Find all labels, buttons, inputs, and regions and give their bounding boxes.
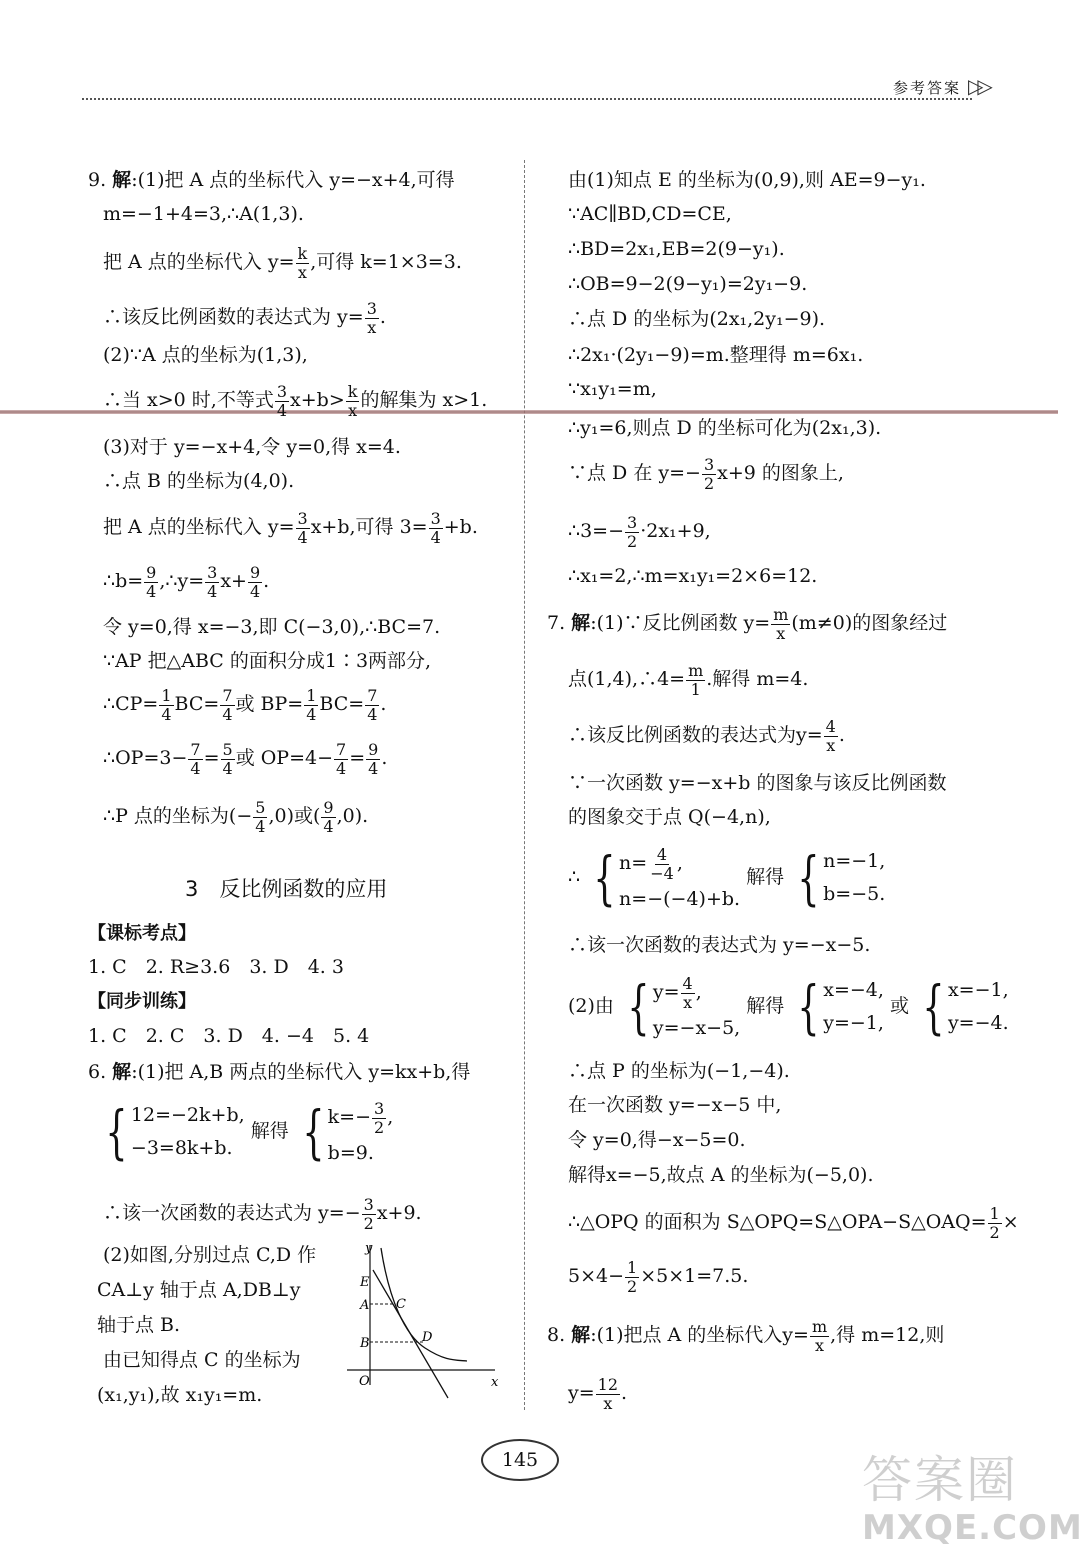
q9-line-3: 把 A 点的坐标代入 y= $\frac{k}{x}$ ,可得 k=1×3=3. xyxy=(103,244,462,282)
q9-line-8: ∴点 B 的坐标为(4,0). xyxy=(103,470,295,492)
fig-label-c: C xyxy=(396,1297,406,1312)
q9-line-15: ∴P 点的坐标为(− $\frac{5}{4}$ ,0)或( $\frac{9}{4}$ ,0). xyxy=(103,798,369,836)
q6-line-7: 由已知得点 C 的坐标为 xyxy=(103,1349,301,1371)
fig-label-y: y xyxy=(365,1241,373,1256)
watermark-url: MXQE.COM xyxy=(862,1508,1083,1548)
q9-line-4: ∴该反比例函数的表达式为 y= $\frac{3}{x}$ . xyxy=(103,299,386,337)
q7-line-13: ∴△OPQ 的面积为 S△OPQ=S△OPA−S△OAQ= $\frac{1}{2}$ × xyxy=(568,1204,1019,1242)
section-title: 3 反比例函数的应用 xyxy=(185,877,388,901)
q6-line-8: (x₁,y₁),故 x₁y₁=m. xyxy=(97,1384,263,1406)
q7-line-12: 解得x=−5,故点 A 的坐标为(−5,0). xyxy=(568,1164,874,1186)
q6-system-1: { 12=−2k+b, −3=8k+b. xyxy=(105,1097,245,1166)
q6-line-3: ∴该一次函数的表达式为 y=− $\frac{3}{2}$ x+9. xyxy=(103,1195,422,1233)
r-line-3: ∴BD=2x₁,EB=2(9−y₁). xyxy=(568,238,785,260)
q9-line-9: 把 A 点的坐标代入 y= $\frac{3}{4}$ x+b,可得 3= $\frac{3}{4}$ +b. xyxy=(103,509,478,547)
q9-line-5: (2)∵A 点的坐标为(1,3), xyxy=(103,344,308,366)
q7-system-b: { n=−1, b=−5. xyxy=(797,843,886,912)
fig-label-o: O xyxy=(359,1374,370,1389)
fig-label-d: D xyxy=(422,1330,433,1345)
q7-line-2: 点(1,4),∴4= $\frac{m}{1}$ .解得 m=4. xyxy=(568,661,809,699)
q6-line-4: (2)如图,分别过点 C,D 作 xyxy=(103,1244,317,1266)
column-divider xyxy=(524,160,525,1410)
q7-system-d: { x=−4, y=−1, xyxy=(797,972,884,1041)
q9-line-6: ∴当 x>0 时,不等式 $\frac{3}{4}$ x+b> $\frac{k}{x}$ 的解集为 x>1. xyxy=(103,382,488,420)
r-line-1: 由(1)知点 E 的坐标为(0,9),则 AE=9−y₁. xyxy=(568,169,926,191)
r-line-5: ∴点 D 的坐标为(2x₁,2y₁−9). xyxy=(568,308,826,330)
header-title: 参考答案 xyxy=(893,79,962,97)
q9-line-14: ∴OP=3− $\frac{7}{4}$ = $\frac{5}{4}$ 或 OP=4− $\frac{7}{4}$ = $\frac{9}{4}$ . xyxy=(103,740,388,778)
q9-line-12: ∵AP 把△ABC 的面积分成1∶3两部分, xyxy=(103,650,432,672)
q6-figure xyxy=(345,1240,505,1400)
q9-line-2: m=−1+4=3,∴A(1,3). xyxy=(103,203,304,225)
page-number: 145 xyxy=(481,1439,559,1481)
q7-line-10: 在一次函数 y=−x−5 中, xyxy=(568,1094,782,1116)
kbkd-heading: 【课标考点】 xyxy=(88,923,196,944)
r-line-10: ∴3=− $\frac{3}{2}$ ·2x₁+9, xyxy=(568,513,711,551)
q7-system-c: { y= $\frac{4}{x}$ , y=−x−5, xyxy=(627,972,741,1041)
q7-line-4: ∵一次函数 y=−x+b 的图象与该反比例函数 xyxy=(568,772,947,794)
header-divider xyxy=(82,98,972,100)
fig-line xyxy=(373,1270,448,1398)
q6-system-2: { k=− $\frac{3}{2}$ , b=9. xyxy=(302,1097,394,1166)
q6-systems: { 12=−2k+b, −3=8k+b. 解得 { k=− $\frac{3}{2}$ , b=9. xyxy=(98,1100,393,1163)
r-line-4: ∴OB=9−2(9−y₁)=2y₁−9. xyxy=(568,273,808,295)
q7-system-e: { x=−1, y=−4. xyxy=(922,972,1009,1041)
q9-line-13: ∴CP= $\frac{1}{4}$ BC= $\frac{7}{4}$ 或 BP= $\frac{1}{4}$ BC= $\frac{7}{4}$ . xyxy=(103,686,387,724)
q7-line-7: ∴该一次函数的表达式为 y=−x−5. xyxy=(568,934,871,956)
q9-line-11: 令 y=0,得 x=−3,即 C(−3,0),∴BC=7. xyxy=(103,616,441,638)
q9-line-1: 9. 解:(1)把 A 点的坐标代入 y=−x+4,可得 xyxy=(88,169,455,191)
fig-label-a: A xyxy=(360,1298,370,1313)
watermark xyxy=(862,1440,1083,1548)
q6-line-5: CA⊥y 轴于点 A,DB⊥y xyxy=(97,1279,301,1301)
q7-systems-1: ∴ { n= $\frac{4}{-4}$ , n=−(−4)+b. 解得 { n=−1, b=−5. xyxy=(568,843,886,912)
kbkd-answers: 1. C 2. R≥3.6 3. D 4. 3 xyxy=(88,956,344,978)
q7-line-5: 的图象交于点 Q(−4,n), xyxy=(568,806,771,828)
q8-line-2: y= $\frac{12}{x}$ . xyxy=(568,1375,628,1413)
fig-label-e: E xyxy=(360,1275,370,1290)
tbxl-answers: 1. C 2. C 3. D 4. −4 5. 4 xyxy=(88,1025,370,1047)
q6-line-6: 轴于点 B. xyxy=(97,1314,181,1336)
q7-line-9: ∴点 P 的坐标为(−1,−4). xyxy=(568,1060,790,1082)
q9-line-10: ∴b= $\frac{9}{4}$ ,∴y= $\frac{3}{4}$ x+ $\frac{9}{4}$ . xyxy=(103,563,270,601)
tbxl-heading: 【同步训练】 xyxy=(88,991,196,1012)
r-line-2: ∵AC∥BD,CD=CE, xyxy=(568,203,732,225)
r-line-11: ∴x₁=2,∴m=x₁y₁=2×6=12. xyxy=(568,565,818,587)
fig-label-x: x xyxy=(491,1375,499,1390)
q7-line-1: 7. 解:(1)∵反比例函数 y= $\frac{m}{x}$ (m≠0)的图象经过 xyxy=(547,605,948,643)
q7-line-14: 5×4− $\frac{1}{2}$ ×5×1=7.5. xyxy=(568,1258,749,1296)
q6-line-1: 6. 解:(1)把 A,B 两点的坐标代入 y=kx+b,得 xyxy=(88,1061,471,1083)
q7-line-11: 令 y=0,得−x−5=0. xyxy=(568,1129,746,1151)
watermark-logo-text: 答案圈 xyxy=(862,1451,1018,1509)
q8-line-1: 8. 解:(1)把点 A 的坐标代入y= $\frac{m}{x}$ ,得 m=12,则 xyxy=(547,1317,945,1355)
r-line-7: ∵x₁y₁=m, xyxy=(568,378,657,400)
q9-line-7: (3)对于 y=−x+4,令 y=0,得 x=4. xyxy=(103,436,401,458)
q7-systems-2: (2)由 { y= $\frac{4}{x}$ , y=−x−5, 解得 { x=−4, y=−1, 或 { x=−1, y=−4. xyxy=(568,972,1009,1041)
header-arrow-icon: ▷▷ xyxy=(968,74,987,98)
fig-label-b: B xyxy=(360,1336,370,1351)
r-line-6: ∴2x₁·(2y₁−9)=m.整理得 m=6x₁. xyxy=(568,344,864,366)
r-line-9: ∵点 D 在 y=− $\frac{3}{2}$ x+9 的图象上, xyxy=(568,455,844,493)
q7-line-3: ∴该反比例函数的表达式为y= $\frac{4}{x}$ . xyxy=(568,717,845,755)
r-line-8: ∴y₁=6,则点 D 的坐标可化为(2x₁,3). xyxy=(568,417,882,439)
q7-system-a: { n= $\frac{4}{-4}$ , n=−(−4)+b. xyxy=(593,843,741,912)
